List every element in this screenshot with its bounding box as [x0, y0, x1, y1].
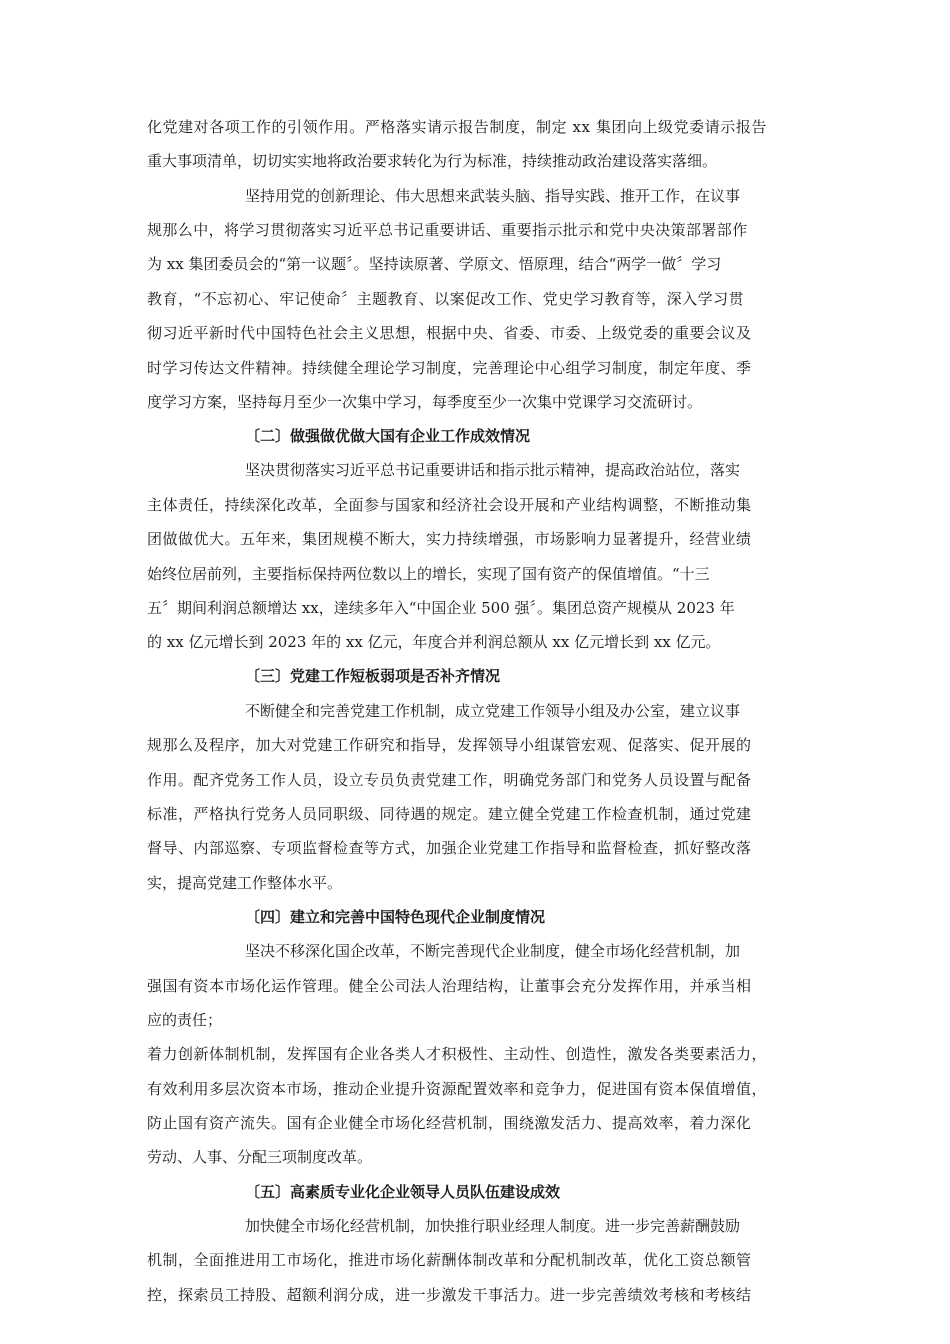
body-line: 坚持用党的创新理论、伟大思想来武装头脑、指导实践、推开工作，在议事	[245, 187, 741, 205]
body-line: 的 xx 亿元增长到 2023 年的 xx 亿元，年度合并利润总额从 xx 亿元增长到 xx 亿元。	[147, 633, 721, 651]
body-line: 机制，全面推进用工市场化，推进市场化薪酬体制改革和分配机制改革，优化工资总额管	[147, 1251, 752, 1269]
body-line: 时学习传达文件精神。持续健全理论学习制度，完善理论中心组学习制度，制定年度、季	[147, 359, 752, 377]
body-line: 化党建对各项工作的引领作用。严格落实请示报告制度，制定 xx 集团向上级党委请示报告	[147, 118, 767, 136]
body-line: 坚决贯彻落实习近平总书记重要讲话和指示批示精神，提高政治站位，落实	[245, 461, 741, 479]
body-line: 主体责任，持续深化改革，全面参与国家和经济社会设开展和产业结构调整，不断推动集	[147, 496, 752, 514]
body-line: 强国有资本市场化运作管理。健全公司法人治理结构，让董事会充分发挥作用，并承当相	[147, 977, 752, 995]
body-line: 作用。配齐党务工作人员，设立专员负责党建工作，明确党务部门和党务人员设置与配备	[147, 771, 752, 789]
body-line: 标准，严格执行党务人员同职级、同待遇的规定。建立健全党建工作检查机制，通过党建	[147, 805, 752, 823]
body-line: 着力创新体制机制，发挥国有企业各类人才积极性、主动性、创造性，激发各类要素活力，	[147, 1045, 768, 1063]
body-line: 防止国有资产流失。国有企业健全市场化经营机制，围绕激发活力、提高效率，着力深化	[147, 1114, 752, 1132]
body-line: 始终位居前列，主要指标保持两位数以上的增长，实现了国有资产的保值增值。“十三	[147, 565, 710, 583]
body-line: 团做做优大。五年来，集团规模不断大，实力持续增强，市场影响力显著提升，经营业绩	[147, 530, 752, 548]
body-line: 加快健全市场化经营机制，加快推行职业经理人制度。进一步完善薪酬鼓励	[245, 1217, 741, 1235]
section-heading-4: 〔四〕建立和完善中国特色现代企业制度情况	[245, 908, 546, 926]
body-line: 督导、内部巡察、专项监督检查等方式，加强企业党建工作指导和监督检查，抓好整改落	[147, 839, 752, 857]
body-line: 重大事项清单，切切实实地将政治要求转化为行为标准，持续推动政治建设落实落细。	[147, 152, 718, 170]
body-line: 彻习近平新时代中国特色社会主义思想，根据中央、省委、市委、上级党委的重要会议及	[147, 324, 752, 342]
section-heading-3: 〔三〕党建工作短板弱项是否补齐情况	[245, 667, 501, 685]
body-line: 规那么及程序，加大对党建工作研究和指导，发挥领导小组谋管宏观、促落实、促开展的	[147, 736, 752, 754]
body-line: 度学习方案，坚持每月至少一次集中学习，每季度至少一次集中党课学习交流研讨。	[147, 393, 703, 411]
body-line: 有效利用多层次资本市场，推动企业提升资源配置效率和竞争力，促进国有资本保值增值，	[147, 1080, 768, 1098]
body-line: 为 xx 集团委员会的“第一议题〞。坚持读原著、学原文、悟原理，结合“两学一做〞学习	[147, 255, 722, 273]
body-line: 劳动、人事、分配三项制度改革。	[147, 1148, 373, 1166]
body-line: 实，提高党建工作整体水平。	[147, 874, 343, 892]
body-line: 教育，“不忘初心、牢记使命〞主题教育、以案促改工作、党史学习教育等，深入学习贯	[147, 290, 745, 308]
body-line: 控，探索员工持股、超额利润分成，进一步激发干事活力。进一步完善绩效考核和考核结	[147, 1286, 752, 1304]
body-line: 不断健全和完善党建工作机制，成立党建工作领导小组及办公室，建立议事	[245, 702, 741, 720]
body-line: 五〞期间利润总额增达 xx，逹续多年入“中国企业 500 强〞。集团总资产规模从 2023 年	[147, 599, 735, 617]
section-heading-5: 〔五〕高素质专业化企业领导人员队伍建设成效	[245, 1183, 561, 1201]
body-line: 规那么中，将学习贯彻落实习近平总书记重要讲话、重要指示批示和党中央决策部署部作	[147, 221, 748, 239]
body-line: 坚决不移深化国企改革，不断完善现代企业制度，健全市场化经营机制，加	[245, 942, 741, 960]
section-heading-2: 〔二〕做强做优做大国有企业工作成效情况	[245, 427, 531, 445]
body-line: 应的责任；	[147, 1011, 223, 1029]
